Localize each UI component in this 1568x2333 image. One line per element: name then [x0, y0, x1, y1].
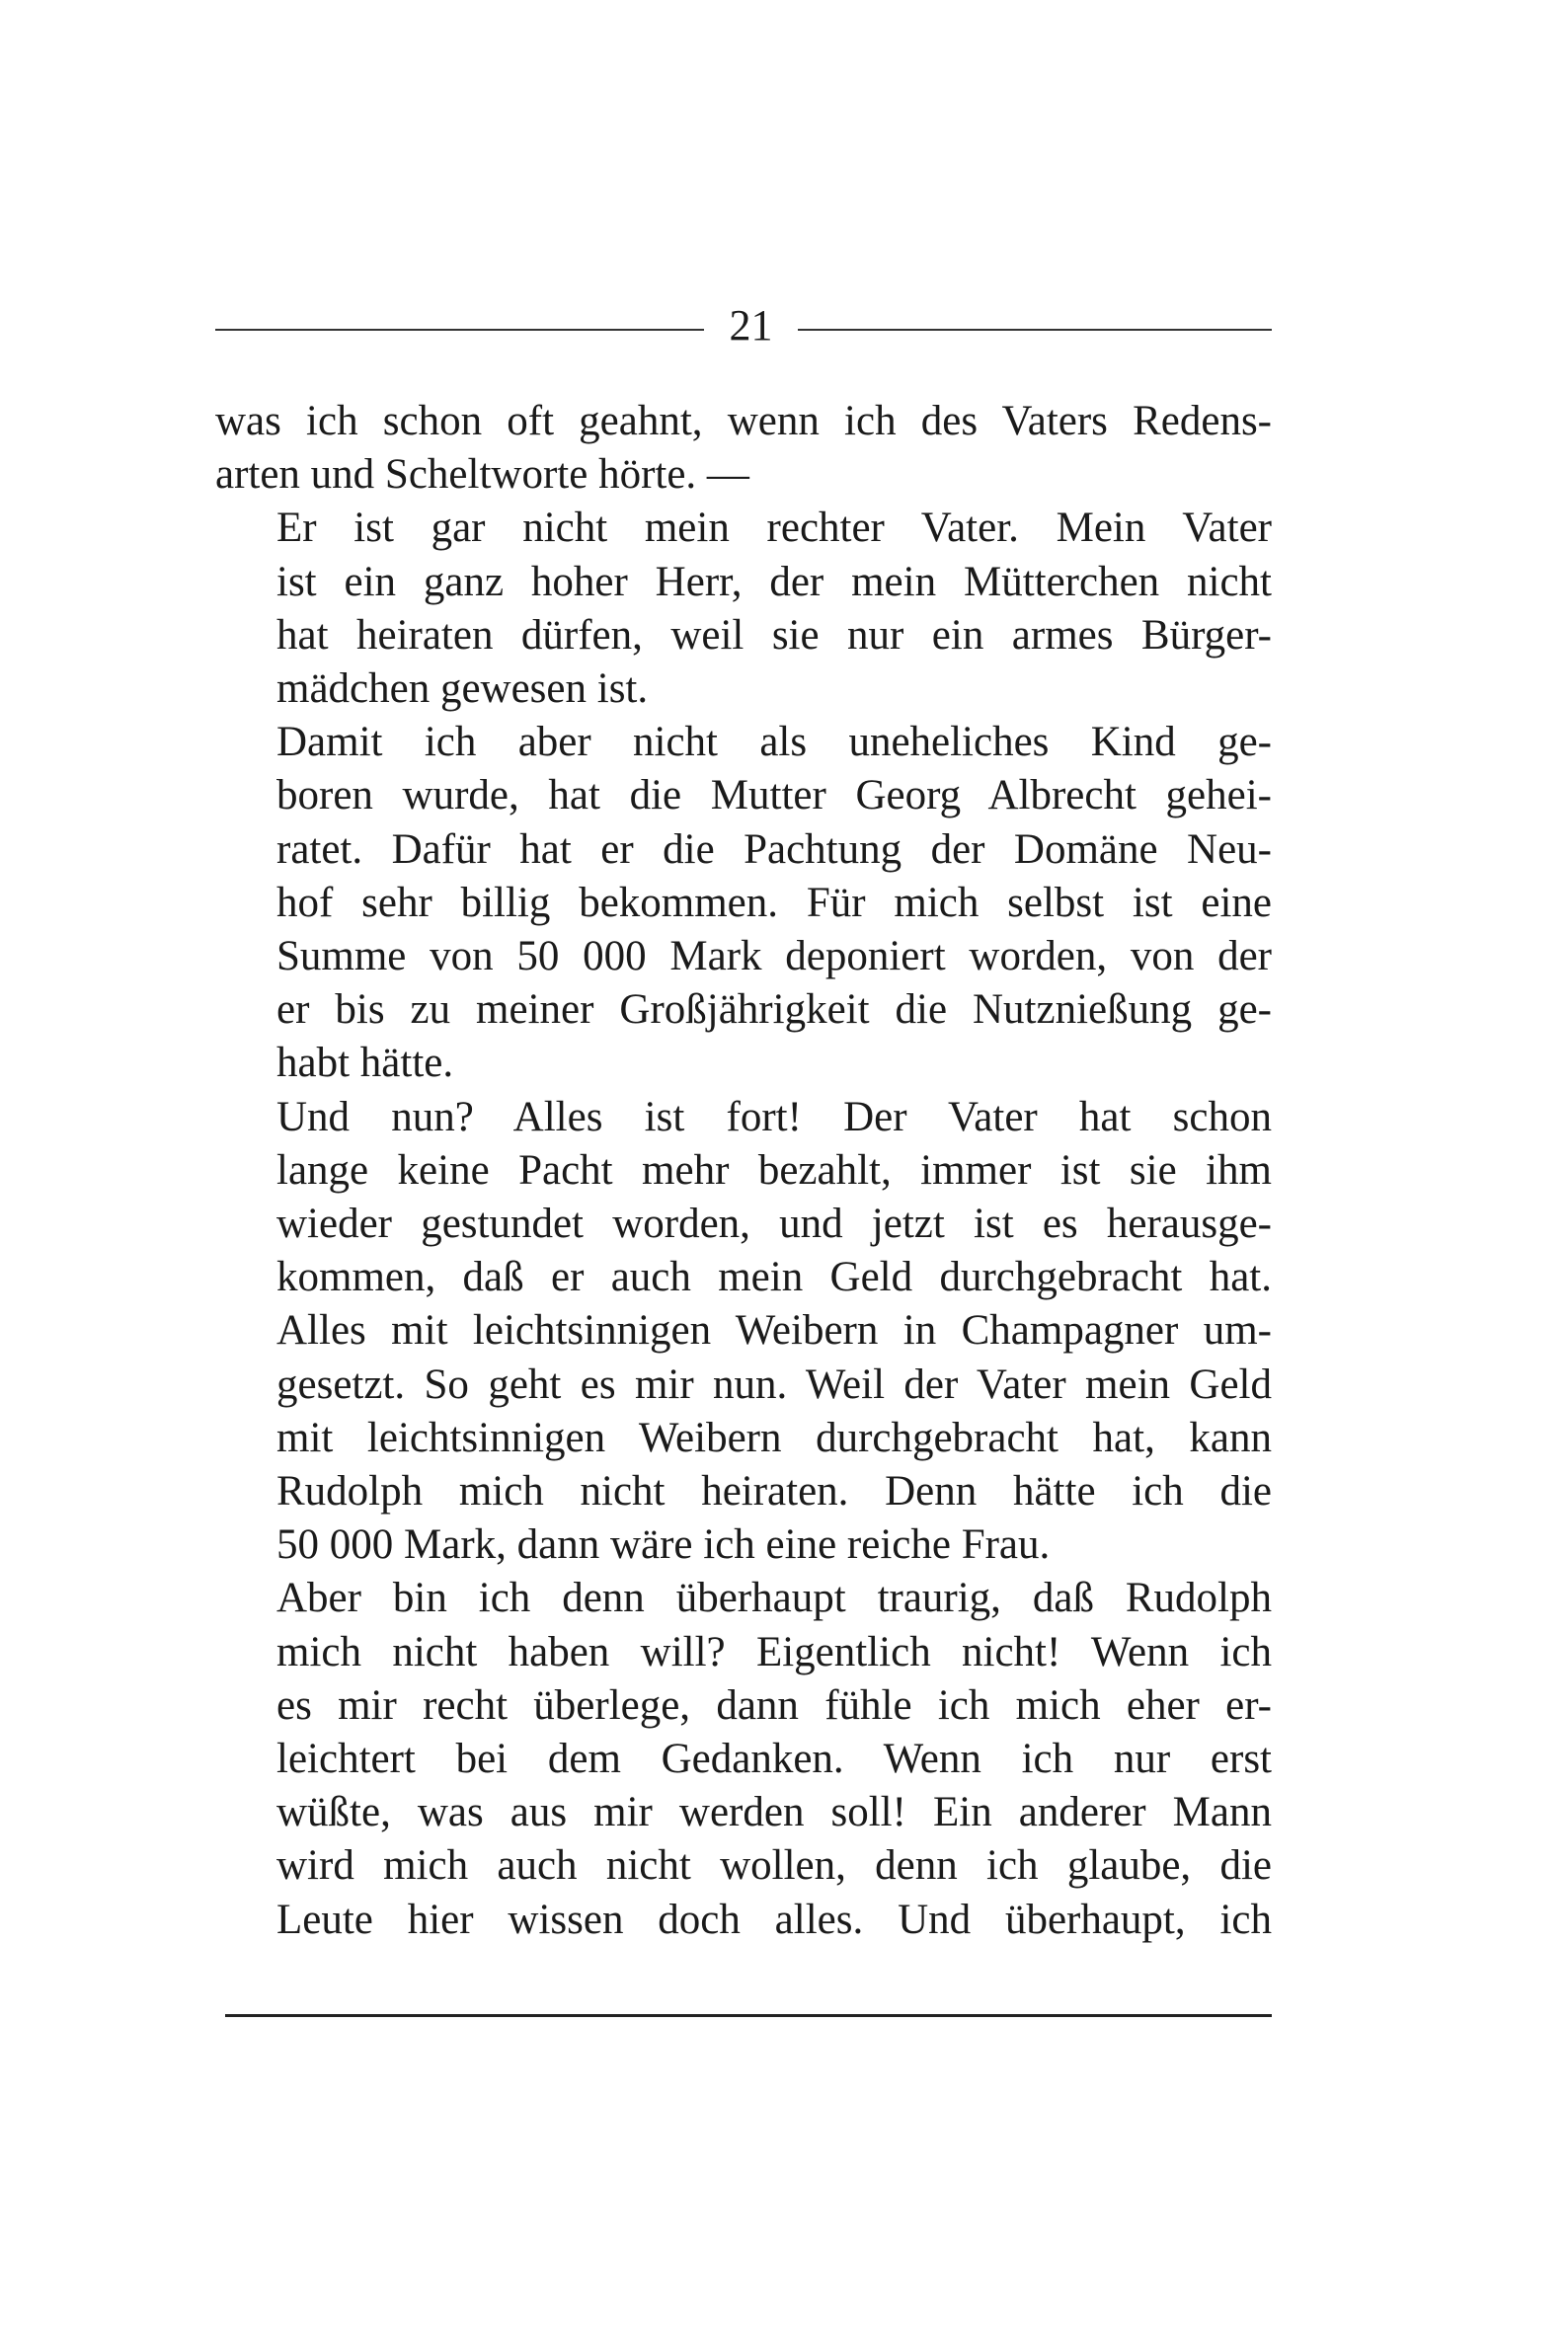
text-line: Rudolph mich nicht heiraten. Denn hätte ich die	[276, 1468, 1272, 1516]
text-line: mich nicht haben will? Eigentlich nicht! Wenn ich	[276, 1628, 1272, 1675]
text-line: wird mich auch nicht wollen, denn ich glaube, die	[276, 1842, 1272, 1890]
page-number: 21	[729, 301, 773, 350]
paragraph	[215, 1091, 1272, 1573]
page-header	[215, 296, 1272, 355]
text-line: mit leichtsinnigen Weibern durchgebracht hat, kann	[276, 1414, 1272, 1461]
text-line: 50 000 Mark, dann wäre ich eine reiche Frau.	[276, 1521, 1051, 1569]
text-line: habt hätte.	[276, 1040, 454, 1087]
paragraph	[215, 502, 1272, 716]
text-line: ratet. Dafür hat er die Pachtung der Domäne Neu-	[276, 825, 1272, 873]
text-line: Alles mit leichtsinnigen Weibern in Champagner um-	[276, 1307, 1272, 1355]
footer-rule	[225, 2014, 1272, 2017]
text-line: boren wurde, hat die Mutter Georg Albrecht gehei-	[276, 772, 1272, 819]
text-line: wüßte, was aus mir werden soll! Ein anderer Mann	[276, 1789, 1272, 1836]
paragraph	[215, 716, 1272, 1090]
body-text	[215, 395, 1272, 1947]
text-line: arten und Scheltworte hörte. —	[215, 451, 749, 499]
text-line: mädchen gewesen ist.	[276, 665, 649, 713]
text-line: hat heiraten dürfen, weil sie nur ein armes Bürger-	[276, 611, 1272, 659]
text-line: es mir recht überlege, dann fühle ich mich eher er-	[276, 1681, 1272, 1729]
text-line: wieder gestundet worden, und jetzt ist es herausge-	[276, 1201, 1272, 1248]
text-line: lange keine Pacht mehr bezahlt, immer ist sie ihm	[276, 1146, 1272, 1194]
text-line: was ich schon oft geahnt, wenn ich des Vaters Redens-	[215, 398, 1272, 444]
header-rule-right	[798, 329, 1272, 331]
text-line: ist ein ganz hoher Herr, der mein Mütterchen nicht	[276, 558, 1272, 605]
text-line: hof sehr billig bekommen. Für mich selbst ist eine	[276, 879, 1272, 926]
text-line: Damit ich aber nicht als uneheliches Kind ge-	[276, 719, 1272, 766]
text-line: Und nun? Alles ist fort! Der Vater hat schon	[276, 1093, 1272, 1140]
text-line: gesetzt. So geht es mir nun. Weil der Vater mein Geld	[276, 1361, 1272, 1408]
text-line: er bis zu meiner Großjährigkeit die Nutznießung ge-	[276, 986, 1272, 1034]
paragraph	[215, 1572, 1272, 1946]
text-line: Leute hier wissen doch alles. Und überhaupt, ich	[276, 1896, 1272, 1943]
text-line: kommen, daß er auch mein Geld durchgebracht hat.	[276, 1254, 1272, 1301]
text-line: Er ist gar nicht mein rechter Vater. Mein Vater	[276, 505, 1272, 552]
text-line: Summe von 50 000 Mark deponiert worden, von der	[276, 933, 1272, 980]
header-rule-left	[215, 329, 704, 331]
text-line: leichtert bei dem Gedanken. Wenn ich nur erst	[276, 1736, 1272, 1783]
paragraph	[215, 395, 1272, 502]
text-line: Aber bin ich denn überhaupt traurig, daß Rudolph	[276, 1575, 1272, 1622]
